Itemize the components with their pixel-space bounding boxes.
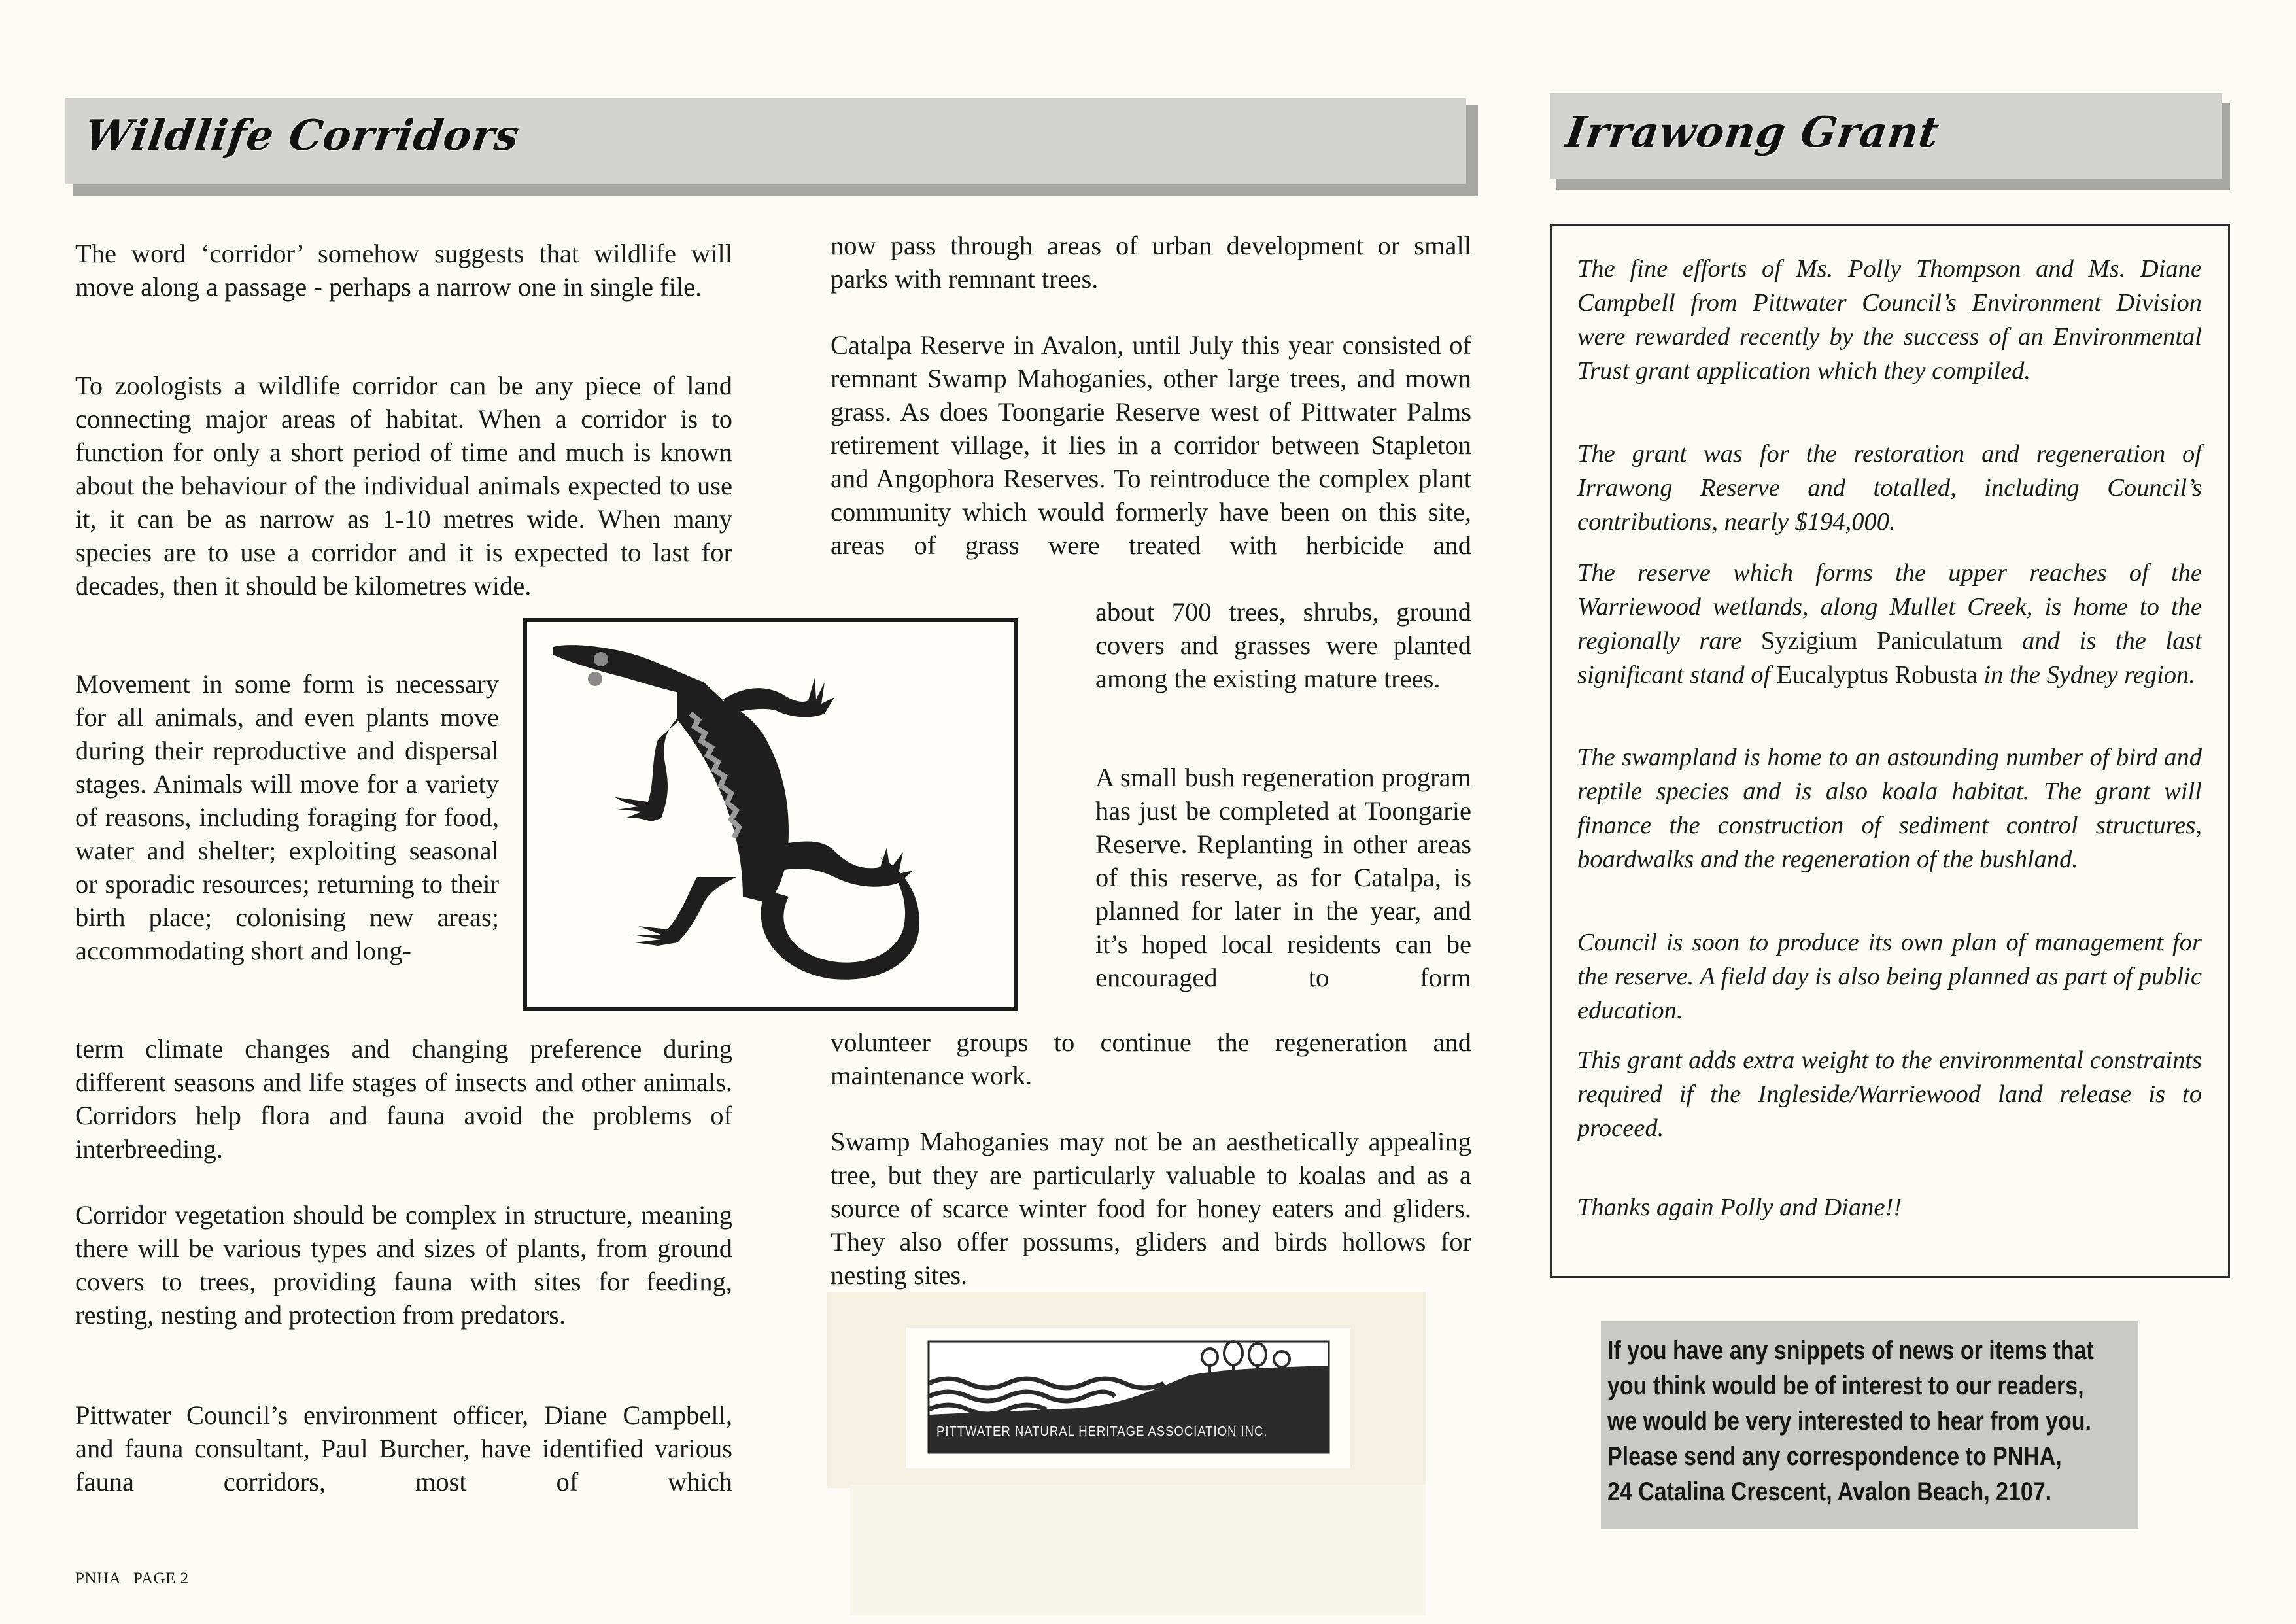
wildlife-paragraph: volunteer groups to continue the regeneration and maintenance work. [831,1028,1471,1090]
grant-paragraph: This grant adds extra weight to the environmental constraints required if the Ingleside/Warriewood land release is to proceed. [1577,1046,2202,1142]
grant-paragraph: The grant was for the restoration and regeneration of Irrawong Reserve and totalled, including Council’s contributions, nearly $194,000. [1577,440,2202,536]
wildlife-paragraph: Pittwater Council’s environment officer, Diane Campbell, and fauna consultant, Paul Burcher, have identified various fauna corridors, most of which [75,1400,732,1496]
wildlife-paragraph: A small bush regeneration program has just be completed at Toongarie Reserve. Replanting in other areas of this reserve, as for Catalpa, is planned for later in the year, and it’s hoped local residents can be encouraged to form [1095,763,1471,992]
contact-notice-text: If you have any snippets of news or items that you think would be of interest to our readers, we would be very interested to hear from you. Please send any correspondence to PNHA, 24 Catalina Crescent, Avalon Beach, 2107. [1607,1336,2094,1506]
wildlife-paragraph: now pass through areas of urban development or small parks with remnant trees. [831,231,1471,294]
lizard-illustration-frame [523,618,1018,1011]
grant-header-shadow-right [2222,103,2230,190]
wildlife-paragraph: about 700 trees, shrubs, ground covers and grasses were planted among the existing mature trees. [1095,597,1471,693]
tape [850,1485,1426,1615]
grant-paragraph: The swampland is home to an astounding number of bird and reptile species and is also koala habitat. The grant will finance the construction of sediment control structures, boardwalks and the regeneration of the bushland. [1577,744,2202,873]
lizard-eye [594,652,608,666]
grant-paragraph: The reserve which forms the upper reaches of the Warriewood wetlands, along Mullet Creek, is home to the regionally rare Syzigium Paniculatum and is the last significant stand of Eucalyptus Robusta in the Sydney region. [1577,559,2202,689]
grant-header-shadow [1556,179,2230,190]
grant-paragraph: The fine efforts of Ms. Polly Thompson and Ms. Diane Campbell from Pittwater Council’s Environment Division were rewarded recently by the success of an Environmental Trust grant application which they compiled. [1577,255,2202,385]
grant-title: Irrawong Grant [1562,108,1943,157]
pnha-logo-text: PITTWATER NATURAL HERITAGE ASSOCIATION INC. [936,1425,1268,1439]
wildlife-header-shadow-right [1466,105,1478,196]
wildlife-paragraph: Catalpa Reserve in Avalon, until July this year consisted of remnant Swamp Mahoganies, other large trees, and mown grass. As does Toongarie Reserve west of Pittwater Palms retirement village, it lies in a corridor between Stapleton and Angophora Reserves. To reintroduce the complex plant community which would formerly have been on this site, areas of grass were treated with herbicide and [831,330,1471,560]
species-name: Syzigium Paniculatum [1760,627,2003,655]
wildlife-paragraph: Movement in some form is necessary for all animals, and even plants move during their reproductive and dispersal stages. Animals will move for a variety of reasons, including foraging for food, water and shelter; exploiting seasonal or sporadic resources; returning to their birth place; colonising new areas; accommodating short and long- [75,669,499,965]
page-footer: PNHA PAGE 2 [75,1570,189,1587]
wildlife-paragraph: Corridor vegetation should be complex in structure, meaning there will be various types and sizes of plants, from ground covers to trees, providing fauna with sites for feeding, resting, nesting and protection from predators. [75,1200,732,1330]
wildlife-title: Wildlife Corridors [81,111,523,160]
wildlife-paragraph: To zoologists a wildlife corridor can be any piece of land connecting major areas of habitat. When a corridor is to function for only a short period of time and much is known about the behaviour of the individual animals expected to use it, it can be as narrow as 1-10 metres wide. When many species are to use a corridor and it is expected to last for decades, then it should be kilometres wide. [75,371,732,600]
lizard-icon [527,622,1014,1007]
wildlife-paragraph: The word ‘corridor’ somehow suggests that wildlife will move along a passage - perhaps a narrow one in single file. [75,239,732,302]
species-name: Eucalyptus Robusta [1776,661,1978,689]
grant-paragraph: Council is soon to produce its own plan of management for the reserve. A field day is also being planned as part of public education. [1577,929,2202,1024]
lizard-eye [588,672,602,686]
wildlife-header-shadow [73,184,1478,196]
grant-thanks: Thanks again Polly and Diane!! [1577,1194,1902,1221]
wildlife-paragraph: Swamp Mahoganies may not be an aesthetically appealing tree, but they are particularly valuable to koalas and as a source of scarce winter food for honey eaters and gliders. They also offer possums, gliders and birds hollows for nesting sites. [831,1127,1471,1290]
wildlife-paragraph: term climate changes and changing preference during different seasons and life stages of insects and other animals. Corridors help flora and fauna avoid the problems of interbreeding. [75,1034,732,1164]
